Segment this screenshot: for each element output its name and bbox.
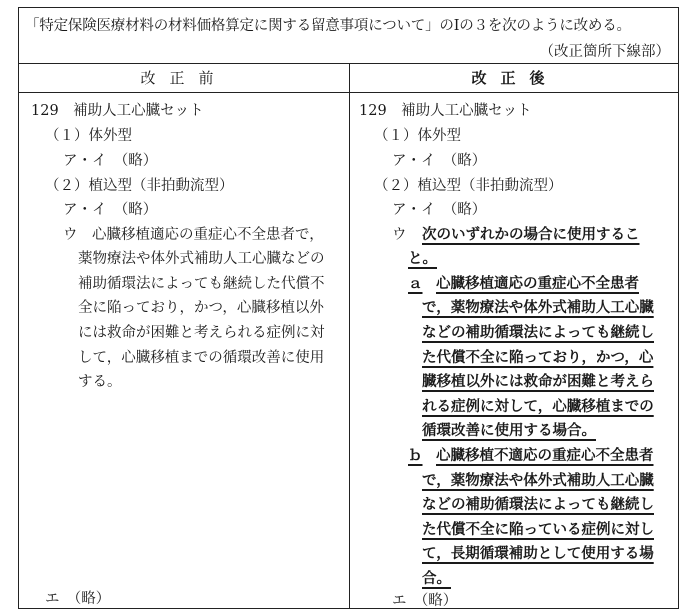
after-item-e: エ （略） bbox=[392, 593, 458, 609]
after-subitem-b-line: て，長期循環補助として使用する場 bbox=[422, 545, 654, 562]
before-section-2-items: ア・イ （略） bbox=[63, 202, 158, 218]
intro-text: 「特定保険医療材料の材料価格算定に関する留意事項について」のⅠの３を次のように改める。 bbox=[25, 18, 631, 34]
before-item-u-line: 全に陥っており，かつ，心臓移植以外 bbox=[78, 300, 324, 316]
after-section-1-items: ア・イ （略） bbox=[392, 153, 487, 169]
before-item-e: エ （略） bbox=[45, 591, 111, 607]
before-item-u-line: する。 bbox=[78, 374, 122, 390]
after-section-2: （２）植込型（非拍動流型） bbox=[374, 178, 563, 194]
after-subitem-b-label: ｂ bbox=[408, 447, 423, 464]
before-item-u-line: には救命が困難と考えられる症例に対 bbox=[78, 325, 325, 341]
after-item-u-line: 次のいずれかの場合に使用するこ bbox=[422, 226, 640, 243]
after-subitem-b-line: 合。 bbox=[422, 570, 451, 587]
after-subitem-a-label: ａ bbox=[408, 275, 423, 292]
after-subitem-a-line: 臓移植以外には救命が困難と考えら bbox=[422, 373, 654, 390]
after-subitem-a-line: 心臓移植適応の重症心不全患者 bbox=[436, 275, 639, 292]
before-section-2: （２）植込型（非拍動流型） bbox=[45, 178, 234, 194]
after-subitem-a-line: で，薬物療法や体外式補助人工心臓 bbox=[422, 299, 654, 316]
after-section-2-items: ア・イ （略） bbox=[392, 202, 487, 218]
after-subitem-a-line: などの補助循環法によっても継続し bbox=[422, 324, 654, 341]
column-before bbox=[19, 93, 349, 608]
before-item-u-line: 補助循環法によっても継続した代償不 bbox=[78, 276, 325, 292]
before-item-u-line: ウ 心臓移植適応の重症心不全患者で， bbox=[63, 227, 324, 243]
after-item-u-line: と。 bbox=[408, 250, 437, 267]
intro-note: （改正箇所下線部） bbox=[539, 44, 670, 60]
column-after bbox=[350, 93, 680, 608]
after-subitem-b-line: で，薬物療法や体外式補助人工心臓 bbox=[422, 472, 654, 489]
before-item-u-line: 薬物療法や体外式補助人工心臓などの bbox=[78, 251, 325, 267]
after-subitem-a-line: れる症例に対して，心臓移植までの bbox=[422, 398, 654, 415]
after-item-u-label: ウ bbox=[392, 227, 407, 243]
after-subitem-b-line: などの補助循環法によっても継続し bbox=[422, 496, 654, 513]
after-title: 129 補助人工心臓セット bbox=[359, 103, 532, 119]
after-subitem-b-line: た代償不全に陥っている症例に対し bbox=[422, 521, 654, 538]
after-subitem-b-line: 心臓移植不適応の重症心不全患者 bbox=[436, 447, 654, 464]
header-after: 改正後 bbox=[471, 69, 559, 87]
before-section-1: （１）体外型 bbox=[45, 128, 132, 144]
after-section-1: （１）体外型 bbox=[374, 128, 461, 144]
intro-row bbox=[19, 8, 678, 64]
after-subitem-a-line: た代償不全に陥っており，かつ，心 bbox=[422, 349, 654, 366]
after-subitem-a-line: 循環改善に使用する場合。 bbox=[422, 422, 596, 439]
before-section-1-items: ア・イ （略） bbox=[63, 153, 158, 169]
header-before: 改正前 bbox=[140, 69, 228, 87]
before-title: 129 補助人工心臓セット bbox=[31, 103, 204, 119]
amendment-table bbox=[18, 7, 679, 609]
before-item-u-line: して，心臓移植までの循環改善に使用 bbox=[78, 350, 325, 366]
